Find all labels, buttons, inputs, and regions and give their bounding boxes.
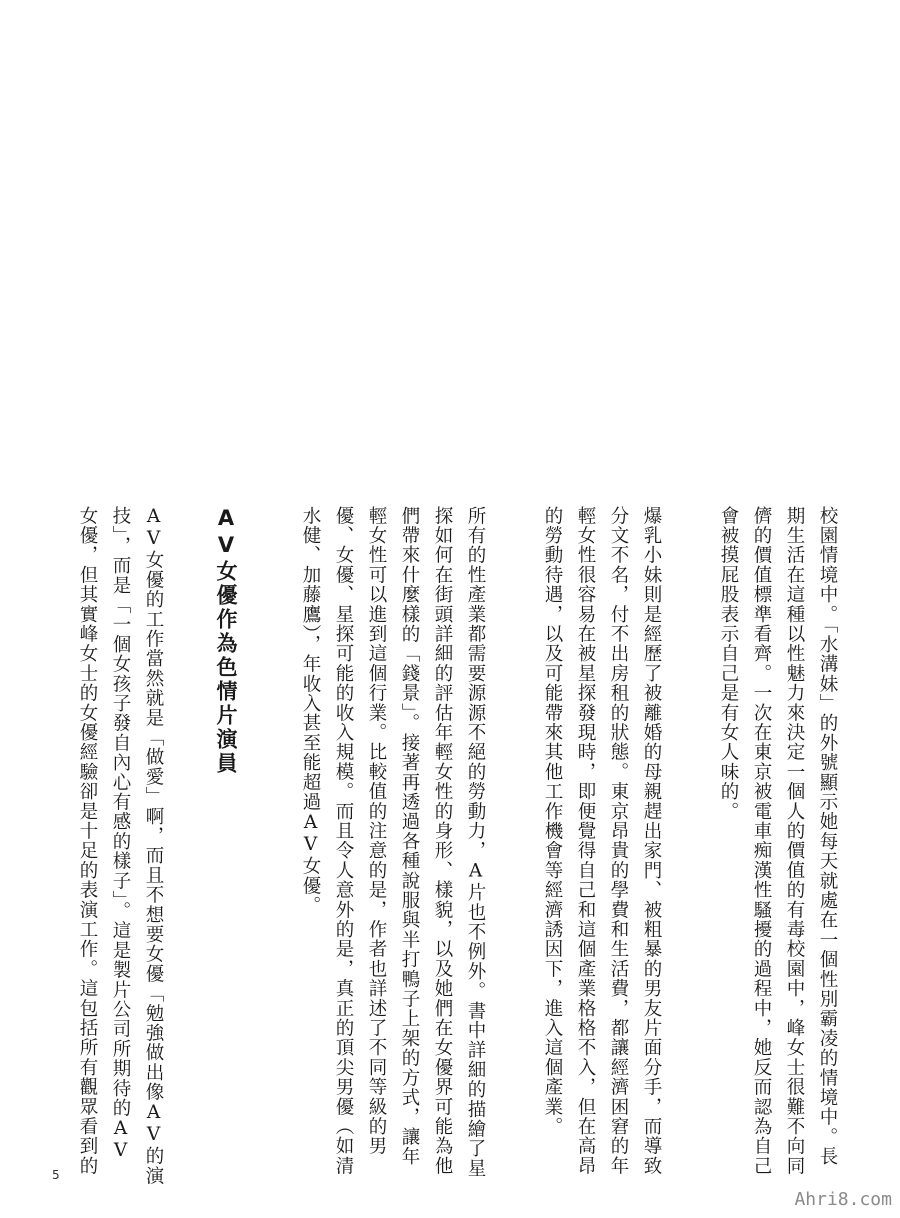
- text-column: 輕女性可以進到這個行業。比較值的注意的是，作者也詳述了不同等級的男: [366, 506, 387, 1157]
- text-column: 會被摸屁股表示自己是有女人味的。: [718, 506, 739, 822]
- text-column: 校園情境中。「水溝妹」的外號顯示她每天就處在一個性別霸凌的情境中。長: [817, 506, 838, 1167]
- text-column: 的勞動待遇，以及可能帶來其他工作機會等經濟誘因下，進入這個產業。: [542, 506, 563, 1137]
- text-column: 期生活在這種以性魅力來決定一個人的價值的有毒校園中，峰女士很難不向同: [784, 506, 805, 1176]
- text-column: 女優，但其實峰女士的女優經驗卻是十足的表演工作。這包括所有觀眾看到的: [77, 506, 98, 1176]
- page-number: 5: [52, 1168, 60, 1182]
- text-column: 分文不名，付不出房租的狀態。東京昂貴的學費和生活費，都讓經濟困窘的年: [608, 506, 629, 1176]
- section-heading: AV女優作為色情片演員: [214, 506, 238, 776]
- text-column: 們帶來什麼樣的「錢景」。接著再透過各種說服與半打鴨子上架的方式，讓年: [399, 506, 420, 1167]
- text-column: 技」，而是「一個女孩子發自內心有感的樣子」。這是製片公司所期待的AV: [110, 506, 131, 1163]
- text-column: 優、女優、星探可能的收入規模。而且令人意外的是，真正的頂尖男優（如清: [333, 506, 354, 1176]
- text-column: 探如何在街頭詳細的評估年輕女性的身形、樣貌，以及她們在女優界可能為他: [432, 506, 453, 1176]
- watermark: Ahri8.com: [794, 1189, 892, 1210]
- text-column: 水健、加藤鷹），年收入甚至能超過AV女優。: [300, 506, 321, 916]
- text-column: AV女優的工作當然就是「做愛」啊，而且不想要女優「勉強做出像AV的演: [143, 506, 164, 1186]
- text-column: 儕的價值標準看齊。一次在東京被電車痴漢性騷擾的過程中，她反而認為自己: [751, 506, 772, 1176]
- text-column: 爆乳小妹則是經歷了被離婚的母親趕出家門、被粗暴的男友片面分手，而導致: [641, 506, 662, 1176]
- text-column: 所有的性產業都需要源源不絕的勞動力，A片也不例外。書中詳細的描繪了星: [465, 506, 486, 1179]
- text-column: 輕女性很容易在被星探發現時，即便覺得自己和這個產業格格不入，但在高昂: [575, 506, 596, 1176]
